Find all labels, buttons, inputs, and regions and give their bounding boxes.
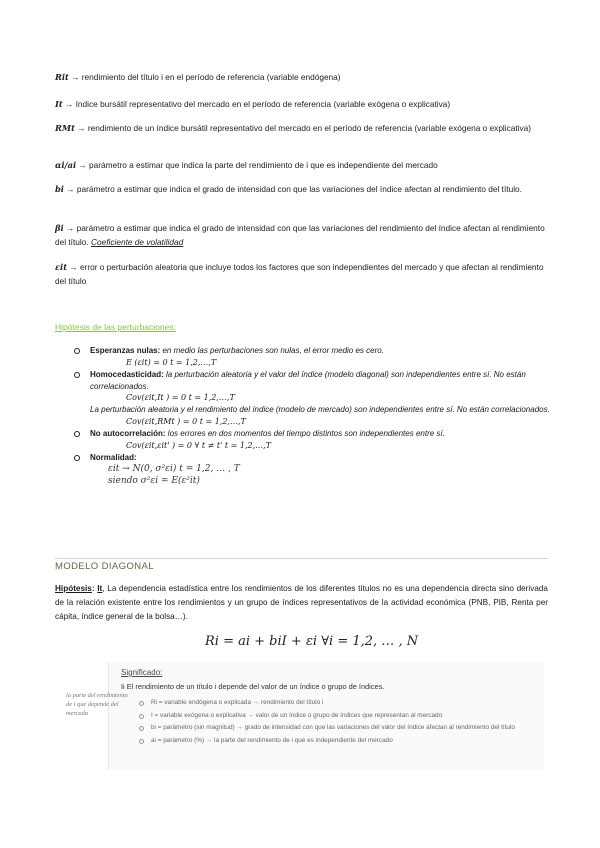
hypotheses-heading: Hipótesis de las perturbaciones: xyxy=(55,322,176,332)
definition-rit xyxy=(55,70,548,84)
item-text: ai = parámetro (%) → la parte del rendimiento de i que es independiente del mercado xyxy=(151,736,393,744)
item-text: Ri = variable endógena o explicada → rendimiento del título i xyxy=(151,699,324,706)
list-item xyxy=(70,345,550,368)
definition-text: → índice bursátil representativo del mercado en el período de referencia (variable exógena o explicativa) xyxy=(62,99,451,109)
formula: Cov(εit,RMt ) = 0 t = 1,2,…,T xyxy=(126,416,246,426)
model-equation: Ri = ai + biI + εi ∀i = 1,2, … , N xyxy=(205,634,419,649)
embedded-title: Significado: xyxy=(121,668,163,677)
item-desc-b: La perturbación aleatoria y el rendimiento del índice (modelo de mercado) son independientes entre sí. No están correlacionados. xyxy=(90,404,550,414)
item-desc: la perturbación aleatoria y el valor del índice (modelo diagonal) son independientes entre sí. No están correlacionados. xyxy=(90,370,526,391)
embedded-image xyxy=(108,662,544,770)
symbol-alpha: αi/ai xyxy=(55,160,77,170)
bullet-icon xyxy=(74,372,80,378)
list-item xyxy=(139,698,534,708)
hypotheses-list xyxy=(70,345,550,488)
list-item xyxy=(70,369,550,427)
definition-alpha xyxy=(55,158,548,172)
list-item xyxy=(70,428,550,451)
hypothesis-text: La dependencia estadística entre los rendimientos de los diferentes títulos no es una dependencia directa sino derivada de la relación existente entre los rendimientos y un grupo de índices representativos de la actividad económica (PNB, PIB, Renta per cápita, índice general de la bolsa…). xyxy=(55,584,548,621)
variance-formula: siendo σ²εi = E(ε²it) xyxy=(108,475,200,486)
bullet-icon xyxy=(74,431,80,437)
normality-formula: εit → N(0, σ²εi) t = 1,2, … , T xyxy=(108,463,240,474)
bullet-icon xyxy=(139,726,144,731)
symbol-epsilon: εit xyxy=(55,262,68,272)
hypothesis-label: Hipótesis xyxy=(55,584,92,593)
symbol-rmt: RMt xyxy=(55,123,75,133)
section-divider xyxy=(55,558,548,559)
item-desc: en medio las perturbaciones son nulas, el error medio es cero. xyxy=(160,346,384,355)
volatility-coefficient: Coeficiente de volatilidad xyxy=(90,237,184,247)
formula: Cov(εit,εit' ) = 0 ∀ t ≠ t' t = 1,2,…,T xyxy=(126,440,272,450)
formula: E (εit) = 0 t = 1,2,…,T xyxy=(126,357,217,367)
definition-text: → rendimiento del título i en el período de referencia (variable endógena) xyxy=(68,72,341,82)
definition-text: → parámetro a estimar que indica la parte del rendimiento de i que es independiente del mercado xyxy=(76,160,438,170)
definition-text: → rendimiento de un índice bursátil representativo del mercado en el período de referencia (variable exógena o explicativa) xyxy=(74,123,532,133)
hypothesis-paragraph: Hipótesis: It, La dependencia estadística entre los rendimientos de los diferentes títulos no es una dependencia directa sino derivada de la relación existente entre los rendimientos y un grupo de índices representativos de la actividad económica (PNB, PIB, Renta per cápita, índice general de la bolsa…). xyxy=(55,584,548,621)
definition-bi xyxy=(55,182,548,196)
definition-text: → parámetro a estimar que indica el grado de intensidad con que las variaciones del rendimiento del índice afectan al rendimiento del título. xyxy=(55,223,545,247)
list-item xyxy=(70,452,550,487)
item-title: Esperanzas nulas: xyxy=(90,346,161,355)
definition-text: → parámetro a estimar que indica el grado de intensidad con que las variaciones del índice afectan al rendimiento del título. xyxy=(63,184,522,194)
symbol-it: It xyxy=(55,99,63,109)
bullet-icon xyxy=(74,348,80,354)
definition-it xyxy=(55,97,548,111)
symbol-rit: Rit xyxy=(55,72,69,82)
item-title: Normalidad: xyxy=(90,453,137,463)
section-title: MODELO DIAGONAL xyxy=(55,561,154,572)
bullet-icon xyxy=(139,739,144,744)
symbol-bi: bi xyxy=(55,184,64,194)
bullet-icon xyxy=(139,714,144,719)
definition-beta xyxy=(55,221,548,249)
list-item xyxy=(139,736,534,746)
formula: Cov(εit,It ) = 0 t = 1,2,…,T xyxy=(126,393,235,403)
item-title: Homocedasticidad: xyxy=(90,370,164,380)
item-text: I = variable exógena o explicativa → valor de un índice o grupo de índices que representan al mercado xyxy=(151,711,443,719)
definition-text: → error o perturbación aleatoria que incluye todos los factores que son independientes del mercado y que afectan al rendimiento del título xyxy=(55,262,544,286)
item-text: bi = parámetro (sin magnitud) → grado de intensidad con que las variaciones del valor del índice afectan al rendimiento del título xyxy=(151,724,515,732)
definition-epsilon xyxy=(55,260,548,288)
bullet-icon xyxy=(74,455,80,461)
embedded-intro: Ii El rendimiento de un título i depende del valor de un índice o grupo de índices. xyxy=(121,682,385,691)
definition-rmt xyxy=(55,121,548,135)
list-item xyxy=(139,711,534,721)
item-title: No autocorrelación: xyxy=(90,429,166,439)
handwritten-note: la parte del rendimiento de i que depende del mercado xyxy=(66,692,128,717)
hypothesis-symbol: It xyxy=(97,584,103,593)
embedded-list xyxy=(139,698,534,748)
symbol-beta: βi xyxy=(55,223,64,233)
item-desc: los errores en dos momentos del tiempo distintos son independientes entre sí. xyxy=(165,429,445,439)
bullet-icon xyxy=(139,701,144,706)
list-item xyxy=(139,723,534,733)
